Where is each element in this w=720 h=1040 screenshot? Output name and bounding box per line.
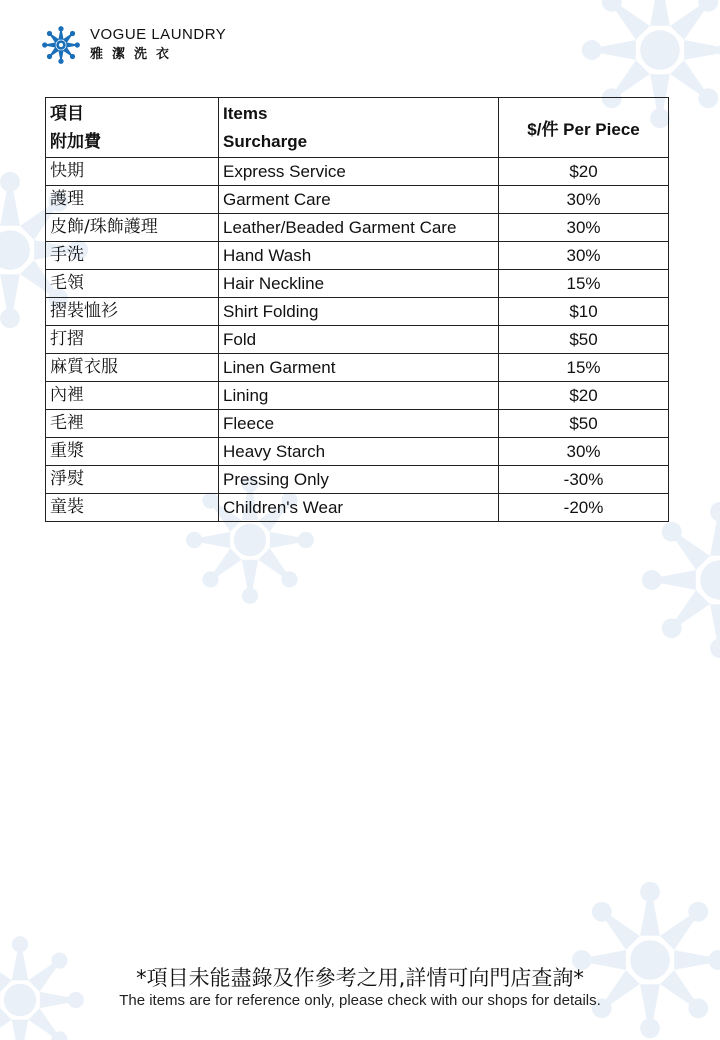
cell-value: $50	[499, 410, 669, 438]
brand-logo	[40, 24, 226, 66]
cell-zh: 毛裡	[46, 410, 219, 438]
cell-value: $20	[499, 158, 669, 186]
table-row	[46, 298, 669, 326]
cell-value: -20%	[499, 494, 669, 522]
cell-zh: 毛領	[46, 270, 219, 298]
header-en	[219, 98, 499, 158]
table-header-row	[46, 98, 669, 158]
footer-note-zh: *項目未能盡錄及作參考之用,詳情可向門店查詢*	[136, 966, 584, 990]
cell-en: Linen Garment	[219, 354, 499, 382]
cell-value: 15%	[499, 270, 669, 298]
cell-zh: 淨熨	[46, 466, 219, 494]
cell-value: -30%	[499, 466, 669, 494]
cell-en: Fleece	[219, 410, 499, 438]
cell-zh: 手洗	[46, 242, 219, 270]
cell-en: Heavy Starch	[219, 438, 499, 466]
cell-zh: 快期	[46, 158, 219, 186]
cell-zh: 童裝	[46, 494, 219, 522]
header-en-line1: Items	[223, 103, 268, 123]
table-row	[46, 326, 669, 354]
cell-zh: 重漿	[46, 438, 219, 466]
table-row	[46, 158, 669, 186]
cell-value: 30%	[499, 214, 669, 242]
cell-zh: 打摺	[46, 326, 219, 354]
cell-zh: 摺裝恤衫	[46, 298, 219, 326]
cell-value: $20	[499, 382, 669, 410]
snowflake-icon	[40, 24, 82, 66]
cell-en: Leather/Beaded Garment Care	[219, 214, 499, 242]
table-row	[46, 270, 669, 298]
cell-en: Children's Wear	[219, 494, 499, 522]
cell-value: $10	[499, 298, 669, 326]
cell-value: $50	[499, 326, 669, 354]
table-row	[46, 354, 669, 382]
cell-en: Lining	[219, 382, 499, 410]
footer-note-en: The items are for reference only, please check with our shops for details.	[119, 992, 601, 1009]
cell-en: Hand Wash	[219, 242, 499, 270]
cell-value: 30%	[499, 438, 669, 466]
cell-en: Fold	[219, 326, 499, 354]
table-row	[46, 186, 669, 214]
table-row	[46, 494, 669, 522]
cell-zh: 麻質衣服	[46, 354, 219, 382]
cell-zh: 皮飾/珠飾護理	[46, 214, 219, 242]
header-zh-line2: 附加費	[50, 131, 101, 152]
header-price: $/件 Per Piece	[499, 98, 669, 158]
table-row	[46, 466, 669, 494]
cell-value: 30%	[499, 242, 669, 270]
cell-en: Hair Neckline	[219, 270, 499, 298]
header-en-line2: Surcharge	[223, 131, 308, 151]
cell-en: Pressing Only	[219, 466, 499, 494]
cell-en: Express Service	[219, 158, 499, 186]
table-row	[46, 410, 669, 438]
table-row	[46, 214, 669, 242]
cell-en: Shirt Folding	[219, 298, 499, 326]
cell-value: 30%	[499, 186, 669, 214]
table-row	[46, 438, 669, 466]
table-row	[46, 242, 669, 270]
cell-zh: 內裡	[46, 382, 219, 410]
surcharge-table	[45, 97, 669, 522]
brand-name-en: VOGUE LAUNDRY	[90, 26, 227, 43]
cell-zh: 護理	[46, 186, 219, 214]
header-zh	[46, 98, 219, 158]
cell-value: 15%	[499, 354, 669, 382]
cell-en: Garment Care	[219, 186, 499, 214]
brand-name-zh: 雅潔洗衣	[90, 47, 179, 62]
table-row	[46, 382, 669, 410]
header-zh-line1: 項目	[50, 103, 84, 124]
